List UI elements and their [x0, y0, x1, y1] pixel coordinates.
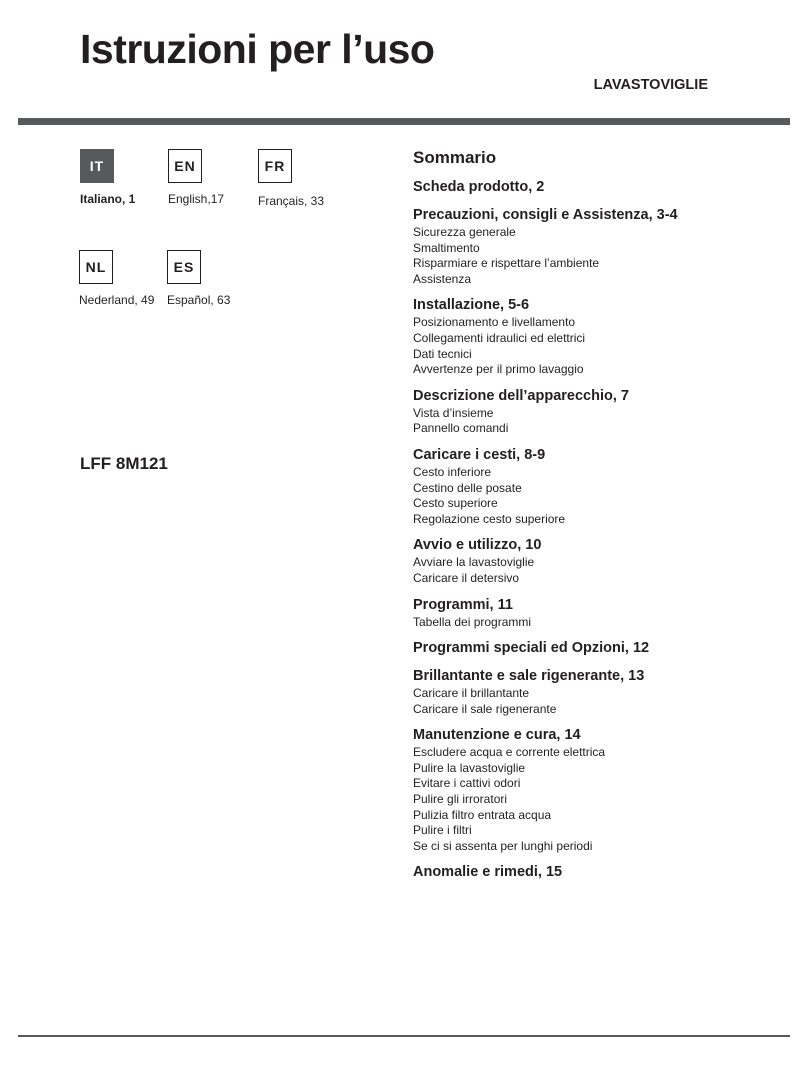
table-of-contents: [413, 145, 793, 891]
toc-section: [413, 296, 793, 377]
language-label: Français, 33: [258, 194, 325, 208]
language-code-box[interactable]: ES: [167, 250, 201, 284]
model-number: LFF 8M121: [80, 454, 168, 473]
toc-section-title[interactable]: Anomalie e rimedi, 15: [413, 864, 563, 881]
toc-subitem[interactable]: Avviare la lavastoviglie: [413, 555, 535, 570]
language-code-box[interactable]: FR: [258, 149, 292, 183]
language-label: Español, 63: [167, 293, 231, 307]
toc-subitem[interactable]: Tabella dei programmi: [413, 614, 532, 629]
toc-section-title[interactable]: Manutenzione e cura, 14: [413, 727, 581, 744]
toc-subitem[interactable]: Pannello comandi: [413, 421, 509, 436]
toc-subitem[interactable]: Cesto superiore: [413, 496, 498, 511]
toc-section: [413, 536, 793, 586]
toc-section: [413, 726, 793, 854]
toc-section: [413, 446, 793, 527]
language-code-box[interactable]: EN: [168, 149, 202, 183]
language-label: English,17: [168, 192, 225, 206]
toc-subitem[interactable]: Pulizia filtro entrata acqua: [413, 807, 552, 822]
language-code-box[interactable]: NL: [79, 250, 113, 284]
toc-section: [413, 863, 793, 882]
toc-subitem[interactable]: Risparmiare e rispettare l’ambiente: [413, 256, 600, 271]
toc-section: [413, 206, 793, 287]
toc-subitem[interactable]: Pulire gli irroratori: [413, 792, 508, 807]
toc-section: [413, 387, 793, 437]
language-french[interactable]: [258, 149, 398, 208]
toc-section-title[interactable]: Descrizione dell’apparecchio, 7: [413, 387, 629, 404]
toc-subitem[interactable]: Evitare i cattivi odori: [413, 776, 521, 791]
toc-section-title[interactable]: Precauzioni, consigli e Assistenza, 3-4: [413, 207, 678, 223]
language-spanish[interactable]: [167, 250, 307, 307]
language-code-box[interactable]: IT: [80, 149, 114, 183]
toc-subitem[interactable]: Avvertenze per il primo lavaggio: [413, 362, 584, 377]
toc-section: [413, 667, 793, 717]
toc-section-title[interactable]: Brillantante e sale rigenerante, 13: [413, 668, 645, 685]
product-category: LAVASTOVIGLIE: [593, 77, 708, 93]
toc-subitem[interactable]: Pulire la lavastoviglie: [413, 760, 526, 775]
toc-section-title[interactable]: Programmi, 11: [413, 596, 513, 613]
toc-subitem[interactable]: Vista d’insieme: [413, 405, 494, 420]
toc-subitem[interactable]: Sicurezza generale: [413, 225, 516, 239]
language-label: Nederland, 49: [79, 293, 155, 307]
toc-subitem[interactable]: Cestino delle posate: [413, 480, 522, 495]
toc-section-title[interactable]: Scheda prodotto, 2: [413, 179, 545, 195]
toc-subitem[interactable]: Dati tecnici: [413, 346, 472, 361]
toc-subitem[interactable]: Se ci si assenta per lunghi periodi: [413, 838, 593, 853]
toc-subitem[interactable]: Assistenza: [413, 271, 472, 286]
toc-subitem[interactable]: Cesto inferiore: [413, 464, 492, 479]
toc-subitem[interactable]: Caricare il brillantante: [413, 686, 530, 701]
toc-subitem[interactable]: Regolazione cesto superiore: [413, 511, 566, 526]
language-label: Italiano, 1: [80, 192, 136, 206]
footer-divider: [18, 1035, 790, 1037]
toc-subitem[interactable]: Escludere acqua e corrente elettrica: [413, 745, 606, 760]
toc-sections: [413, 178, 793, 882]
toc-heading: Sommario: [413, 148, 497, 167]
toc-section-title[interactable]: Installazione, 5-6: [413, 297, 530, 314]
header-divider: [18, 118, 790, 125]
toc-section: [413, 639, 793, 658]
toc-subitem[interactable]: Caricare il detersivo: [413, 570, 520, 585]
toc-section: [413, 178, 793, 197]
toc-subitem[interactable]: Caricare il sale rigenerante: [413, 701, 557, 716]
page-title: Istruzioni per l’uso: [80, 26, 435, 72]
toc-subitem[interactable]: Pulire i filtri: [413, 823, 472, 838]
toc-subitem[interactable]: Smaltimento: [413, 240, 480, 255]
toc-section-title[interactable]: Caricare i cesti, 8-9: [413, 446, 546, 463]
toc-subitem[interactable]: Posizionamento e livellamento: [413, 315, 576, 330]
toc-section-title[interactable]: Programmi speciali ed Opzioni, 12: [413, 640, 650, 657]
toc-section-title[interactable]: Avvio e utilizzo, 10: [413, 537, 542, 554]
toc-section: [413, 596, 793, 631]
toc-subitem[interactable]: Collegamenti idraulici ed elettrici: [413, 330, 586, 345]
